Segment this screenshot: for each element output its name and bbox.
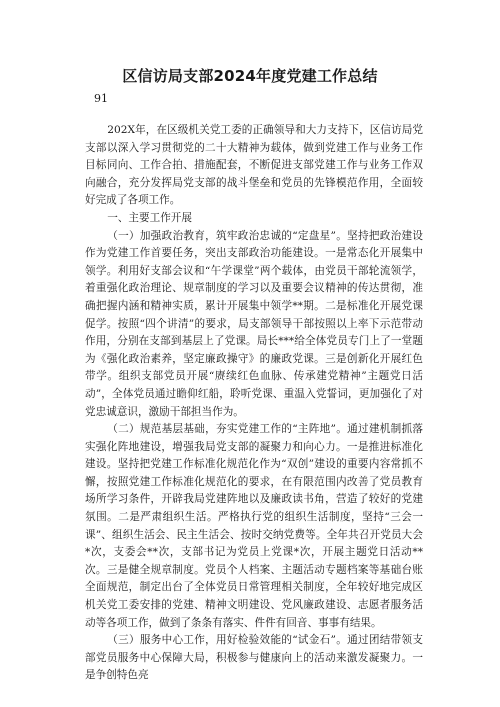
document-number: 91 <box>94 92 108 105</box>
paragraph-central-work: （三）服务中心工作，用好检验效能的“试金石”。通过团结带领支部党员服务中心保障大局，积极参与健康向上的活动来激发凝聚力。一是争创特色亮 <box>85 634 423 682</box>
section-heading: 一、主要工作开展 <box>107 211 192 224</box>
intro-paragraph: 202X年，在区级机关党工委的正确领导和大力支持下，区信访局党支部以深入学习贯彻党的二十大精神为载体，做到党建工作与业务工作目标同向、工作合拍、措施配套，不断促进支部党建工作与业务工作双向融合，充分发挥局党支部的战斗堡垒和党员的先锋模范作用，全面较好完成了各项工作。 <box>85 124 423 207</box>
document-body <box>85 122 423 685</box>
paragraph-political-education: （一）加强政治教育，筑牢政治忠诚的“定盘星”。坚持把政治建设作为党建工作首要任务，突出支部政治功能建设。一是常态化开展集中领学。利用好支部会议和“午学课堂”两个载体，由党员干部轮流领学，着重强化政治理论、规章制度的学习以及重要会议精神的传达贯彻，准确把握内涵和精神实质，累计开展集中领学**期。二是标准化开展党课促学。按照“四个讲清”的要求，局支部领导干部按照以上率下示范带动作用，分别在支部到基层上了党课。局长***给全体党员专门上了一堂题为《强化政治素养，坚定廉政操守》的廉政党课。三是创新化开展红色带学。组织支部党员开展“赓续红色血脉、传承建党精神”主题党日活动”，全体党员通过瞻仰红船，聆听党课、重温入党誓词，更加强化了对党忠诚意识，激励干部担当作为。 <box>85 229 423 418</box>
paragraph-grassroots-foundation: （二）规范基层基础，夯实党建工作的“主阵地”。通过建机制抓落实强化阵地建设，增强我局党支部的凝聚力和向心力。一是推进标准化建设。坚持把党建工作标准化规范化作为“双创”建设的重要内容常抓不懈，按照党建工作标准化规范化的要求，在有限范围内改善了党员教育场所学习条件，开辟我局党建阵地以及廉政读书角，营造了较好的党建氛围。二是严肃组织生活。严格执行党的组织生活制度，坚持“三会一课”、组织生活会、民主生活会、按时交纳党费等。全年共召开党员大会*次，支委会**次，支部书记为党员上党课*次，开展主题党日活动**次。三是健全规章制度。党员个人档案、主题活动专题档案等基础台账全面规范，制定出台了全体党员日常管理相关制度，全年较好地完成区机关党工委安排的党建、精神文明建设、党风廉政建设、志愿者服务活动等各项工作，做到了条条有落实、件件有回音、事事有结果。 <box>85 423 423 629</box>
document-title: 区信访局支部2024年度党建工作总结 <box>122 67 378 85</box>
